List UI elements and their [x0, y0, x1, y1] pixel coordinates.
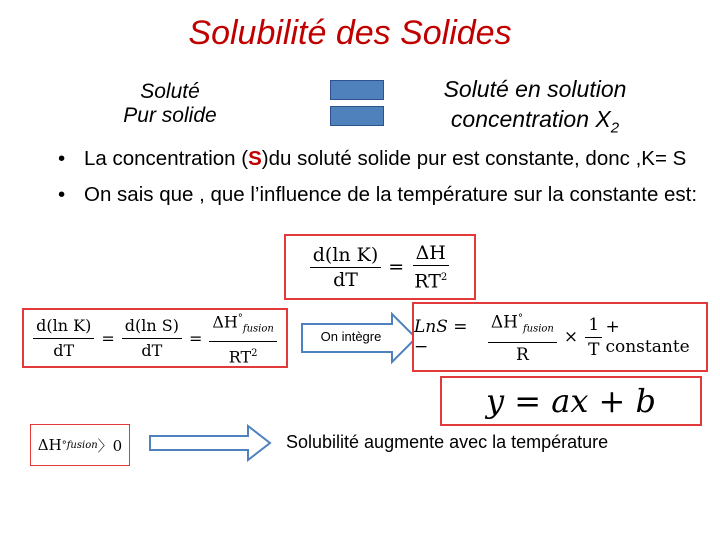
denominator: [226, 342, 261, 369]
degree-mark: °: [61, 439, 67, 451]
pure-solid-label-line1: Soluté: [140, 80, 200, 103]
solution-label-line2: [420, 104, 650, 144]
vant-hoff-equation: [284, 234, 476, 300]
fraction: [122, 314, 182, 363]
fusion-subscript: fusion: [242, 323, 274, 334]
pure-solid-label-line2: Pur solide: [123, 104, 217, 127]
fraction: [488, 307, 557, 367]
numerator: 1: [585, 313, 602, 338]
bullet-text: La concentration (: [84, 147, 249, 170]
fraction: [209, 307, 276, 370]
fraction: [33, 314, 94, 363]
equals-sign: =: [388, 256, 405, 278]
fusion-subscript: fusion: [66, 439, 98, 451]
conclusion-arrow-icon: [148, 424, 274, 462]
combined-equation: [22, 308, 288, 368]
fusion-subscript: fusion: [522, 323, 554, 335]
numerator: ΔH: [413, 241, 449, 266]
denominator: dT: [333, 268, 358, 291]
denominator-base: RT: [414, 270, 441, 293]
numerator: d(ln K): [310, 243, 382, 268]
equals-sign: =: [101, 328, 115, 348]
solubility-symbol: S: [248, 147, 262, 170]
solution-label-line1: Soluté en solution: [443, 76, 627, 102]
denominator: dT: [53, 340, 75, 360]
denominator: dT: [141, 340, 163, 360]
linear-equation: y = ax + b: [440, 376, 702, 426]
bullet-text: )du soluté solide pur est constante, donc ,K= S: [261, 147, 687, 170]
fraction: [411, 241, 450, 293]
constant-term: + constante: [605, 317, 690, 357]
denominator-base: RT: [228, 347, 252, 367]
degree-mark: °: [517, 313, 523, 325]
equilibrium-bar-top: [330, 80, 384, 100]
numerator: [488, 307, 557, 343]
exponent: 2: [251, 348, 258, 359]
equilibrium-bar-bottom: [330, 106, 384, 126]
conclusion-text: Solubilité augmente avec la température: [286, 432, 609, 452]
denominator: R: [515, 344, 529, 365]
bullet-text: On sais que , que l’influence de la température sur la constante est:: [84, 183, 698, 206]
fraction: [310, 243, 382, 292]
equals-sign: =: [188, 328, 203, 348]
bullet-item-concentration: [58, 146, 698, 172]
solution-label-subscript: 2: [610, 119, 620, 137]
pure-solid-label: [100, 80, 240, 128]
numerator: d(ln S): [122, 314, 182, 339]
numerator: d(ln K): [33, 314, 94, 339]
fraction: [585, 313, 602, 362]
delta-h: ΔH: [212, 312, 238, 331]
delta-h: ΔH: [37, 436, 62, 454]
greater-than-zero: 〉0: [97, 436, 123, 455]
numerator: [209, 307, 276, 342]
integrated-equation: [412, 302, 708, 372]
solution-label: [420, 74, 650, 144]
delta-h: ΔH: [490, 312, 518, 333]
denominator: [411, 266, 450, 293]
multiply-sign: ×: [563, 327, 579, 347]
denominator: T: [588, 339, 600, 360]
solution-label-concentration: concentration X: [450, 106, 611, 132]
integrate-label: On intègre: [320, 329, 382, 344]
bullet-list: [58, 146, 698, 218]
lns-term: LnS = −: [414, 317, 468, 357]
bullet-item-temperature: [58, 182, 698, 208]
exponent: 2: [440, 271, 448, 283]
page-title: Solubilité des Solides: [188, 14, 512, 52]
enthalpy-condition: [30, 424, 130, 466]
degree-mark: °: [237, 312, 243, 324]
